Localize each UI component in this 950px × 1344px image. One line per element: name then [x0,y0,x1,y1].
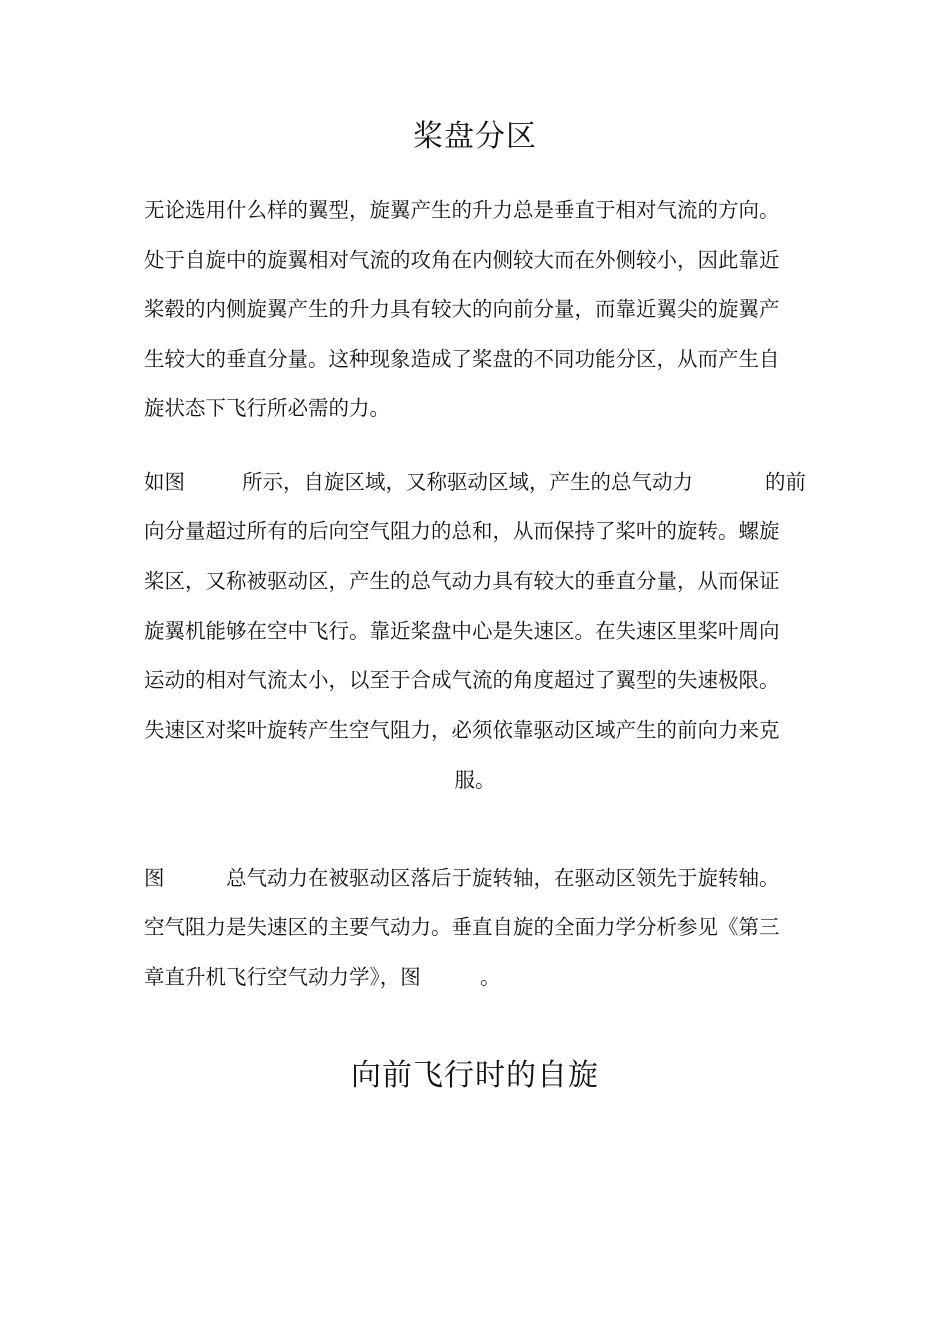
figure-label: 图 [144,866,165,890]
text-segment: 总气动力在被驱动区落后于旋转轴，在驱动区领先于旋转轴。 [226,866,780,890]
section-title: 向前飞行时的自旋 [351,1058,599,1093]
paragraph-2-line: 桨区，又称被驱动区，产生的总气动力具有较大的垂直分量，从而保证 [144,569,780,593]
paragraph-1-line: 处于自旋中的旋翼相对气流的攻角在内侧较大而在外侧较小，因此靠近 [144,248,780,272]
caption-line: 空气阻力是失速区的主要气动力。垂直自旋的全面力学分析参见《第三 [144,915,780,939]
paragraph-1-line: 旋状态下飞行所必需的力。 [144,396,390,420]
paragraph-2-line: 向分量超过所有的后向空气阻力的总和，从而保持了桨叶的旋转。螺旋 [144,519,780,543]
text-segment: 如图 [144,470,185,494]
page-title: 桨盘分区 [413,119,537,154]
text-segment: 所示，自旋区域，又称驱动区域，产生的总气动力 [242,470,693,494]
caption-line [144,862,814,894]
paragraph-1-line: 无论选用什么样的翼型，旋翼产生的升力总是垂直于相对气流的方向。 [144,198,780,222]
text-segment: 的前 [765,470,806,494]
paragraph-2-last-line: 服。 [454,768,496,792]
paragraph-2-line [144,466,814,498]
paragraph-1-line: 桨毂的内侧旋翼产生的升力具有较大的向前分量，而靠近翼尖的旋翼产 [144,297,780,321]
text-segment: 。 [480,965,501,989]
paragraph-2-line: 失速区对桨叶旋转产生空气阻力，必须依靠驱动区域产生的前向力来克 [144,718,780,742]
caption-line [144,961,814,993]
paragraph-1-line: 生较大的垂直分量。这种现象造成了桨盘的不同功能分区，从而产生自 [144,347,780,371]
paragraph-2-line: 运动的相对气流太小，以至于合成气流的角度超过了翼型的失速极限。 [144,668,780,692]
paragraph-2-line: 旋翼机能够在空中飞行。靠近桨盘中心是失速区。在失速区里桨叶周向 [144,619,780,643]
text-segment: 章直升机飞行空气动力学》，图 [144,965,421,989]
